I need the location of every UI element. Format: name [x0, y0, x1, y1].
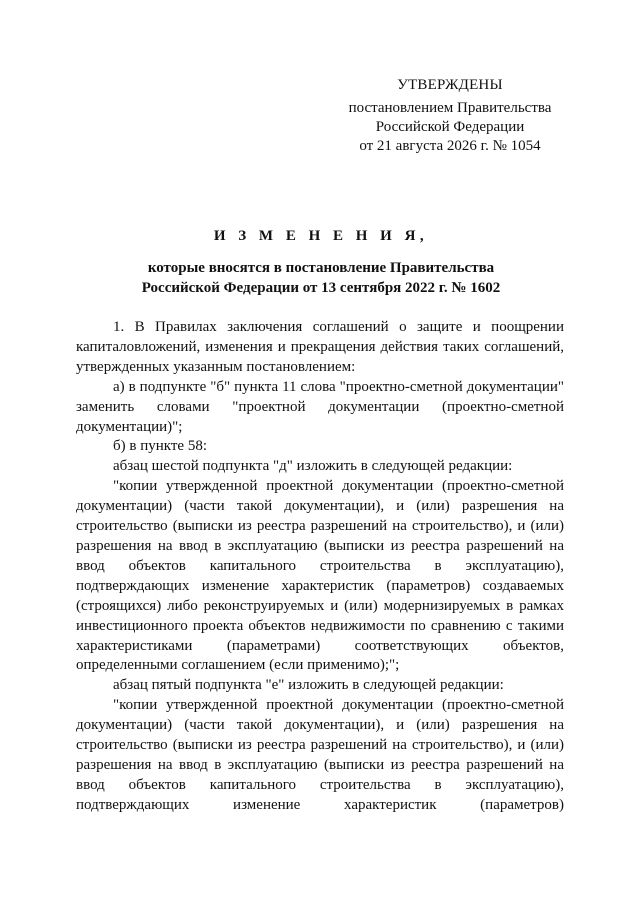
approval-line-2: Российской Федерации [375, 119, 525, 135]
document-title: И З М Е Н Е Н И Я, [213, 228, 429, 244]
approval-title: УТВЕРЖДЕНЫ [397, 77, 503, 93]
approval-block [330, 76, 570, 156]
paragraph-7: "копии утвержденной проектной документации (проектно-сметной документации) (части такой документации), и (или) разрешения на строительство (выписки из реестра разрешений на строительство), и (или) разрешения на ввод в эксплуатацию (выписки из реестра разрешений на ввод объектов капитального строительства в эксплуатацию), подтверждающих изменение характеристик (параметров) [76, 697, 564, 813]
paragraph-6: абзац пятый подпункта "е" изложить в следующей редакции: [113, 677, 504, 694]
approval-line-3: от 21 августа 2026 г. № 1054 [359, 138, 541, 154]
document-body [76, 318, 564, 816]
paragraph-1: 1. В Правилах заключения соглашений о защите и поощрении капиталовложений, изменения и прекращения действия таких соглашений, утвержденных указанным постановлением: [76, 319, 564, 375]
document-subtitle-line-1: которые вносятся в постановление Правительства [147, 260, 495, 276]
document-subtitle-line-2: Российской Федерации от 13 сентября 2022 г. № 1602 [141, 280, 501, 296]
paragraph-4: абзац шестой подпункта "д" изложить в следующей редакции: [113, 458, 513, 475]
paragraph-5: "копии утвержденной проектной документации (проектно-сметной документации) (части такой документации), и (или) разрешения на строительство (выписки из реестра разрешений на строительство), и (или) разрешения на ввод в эксплуатацию (выписки из реестра разрешений на ввод объектов капитального строительства в эксплуатацию), подтверждающих изменение характеристик (параметров) создаваемых (строящихся) либо реконструируемых и (или) модернизируемых в рамках инвестиционного проекта объектов недвижимости по сравнению с такими характеристиками (параметрами) соответствующих объектов, определенными соглашением (если применимо);"; [76, 478, 564, 674]
approval-line-1: постановлением Правительства [348, 100, 552, 116]
paragraph-2: а) в подпункте "б" пункта 11 слова "проектно-сметной документации" заменить словами "проектной документации (проектно-сметной документации)"; [76, 378, 564, 435]
document-heading [76, 226, 566, 298]
paragraph-3: б) в пункте 58: [113, 438, 207, 455]
